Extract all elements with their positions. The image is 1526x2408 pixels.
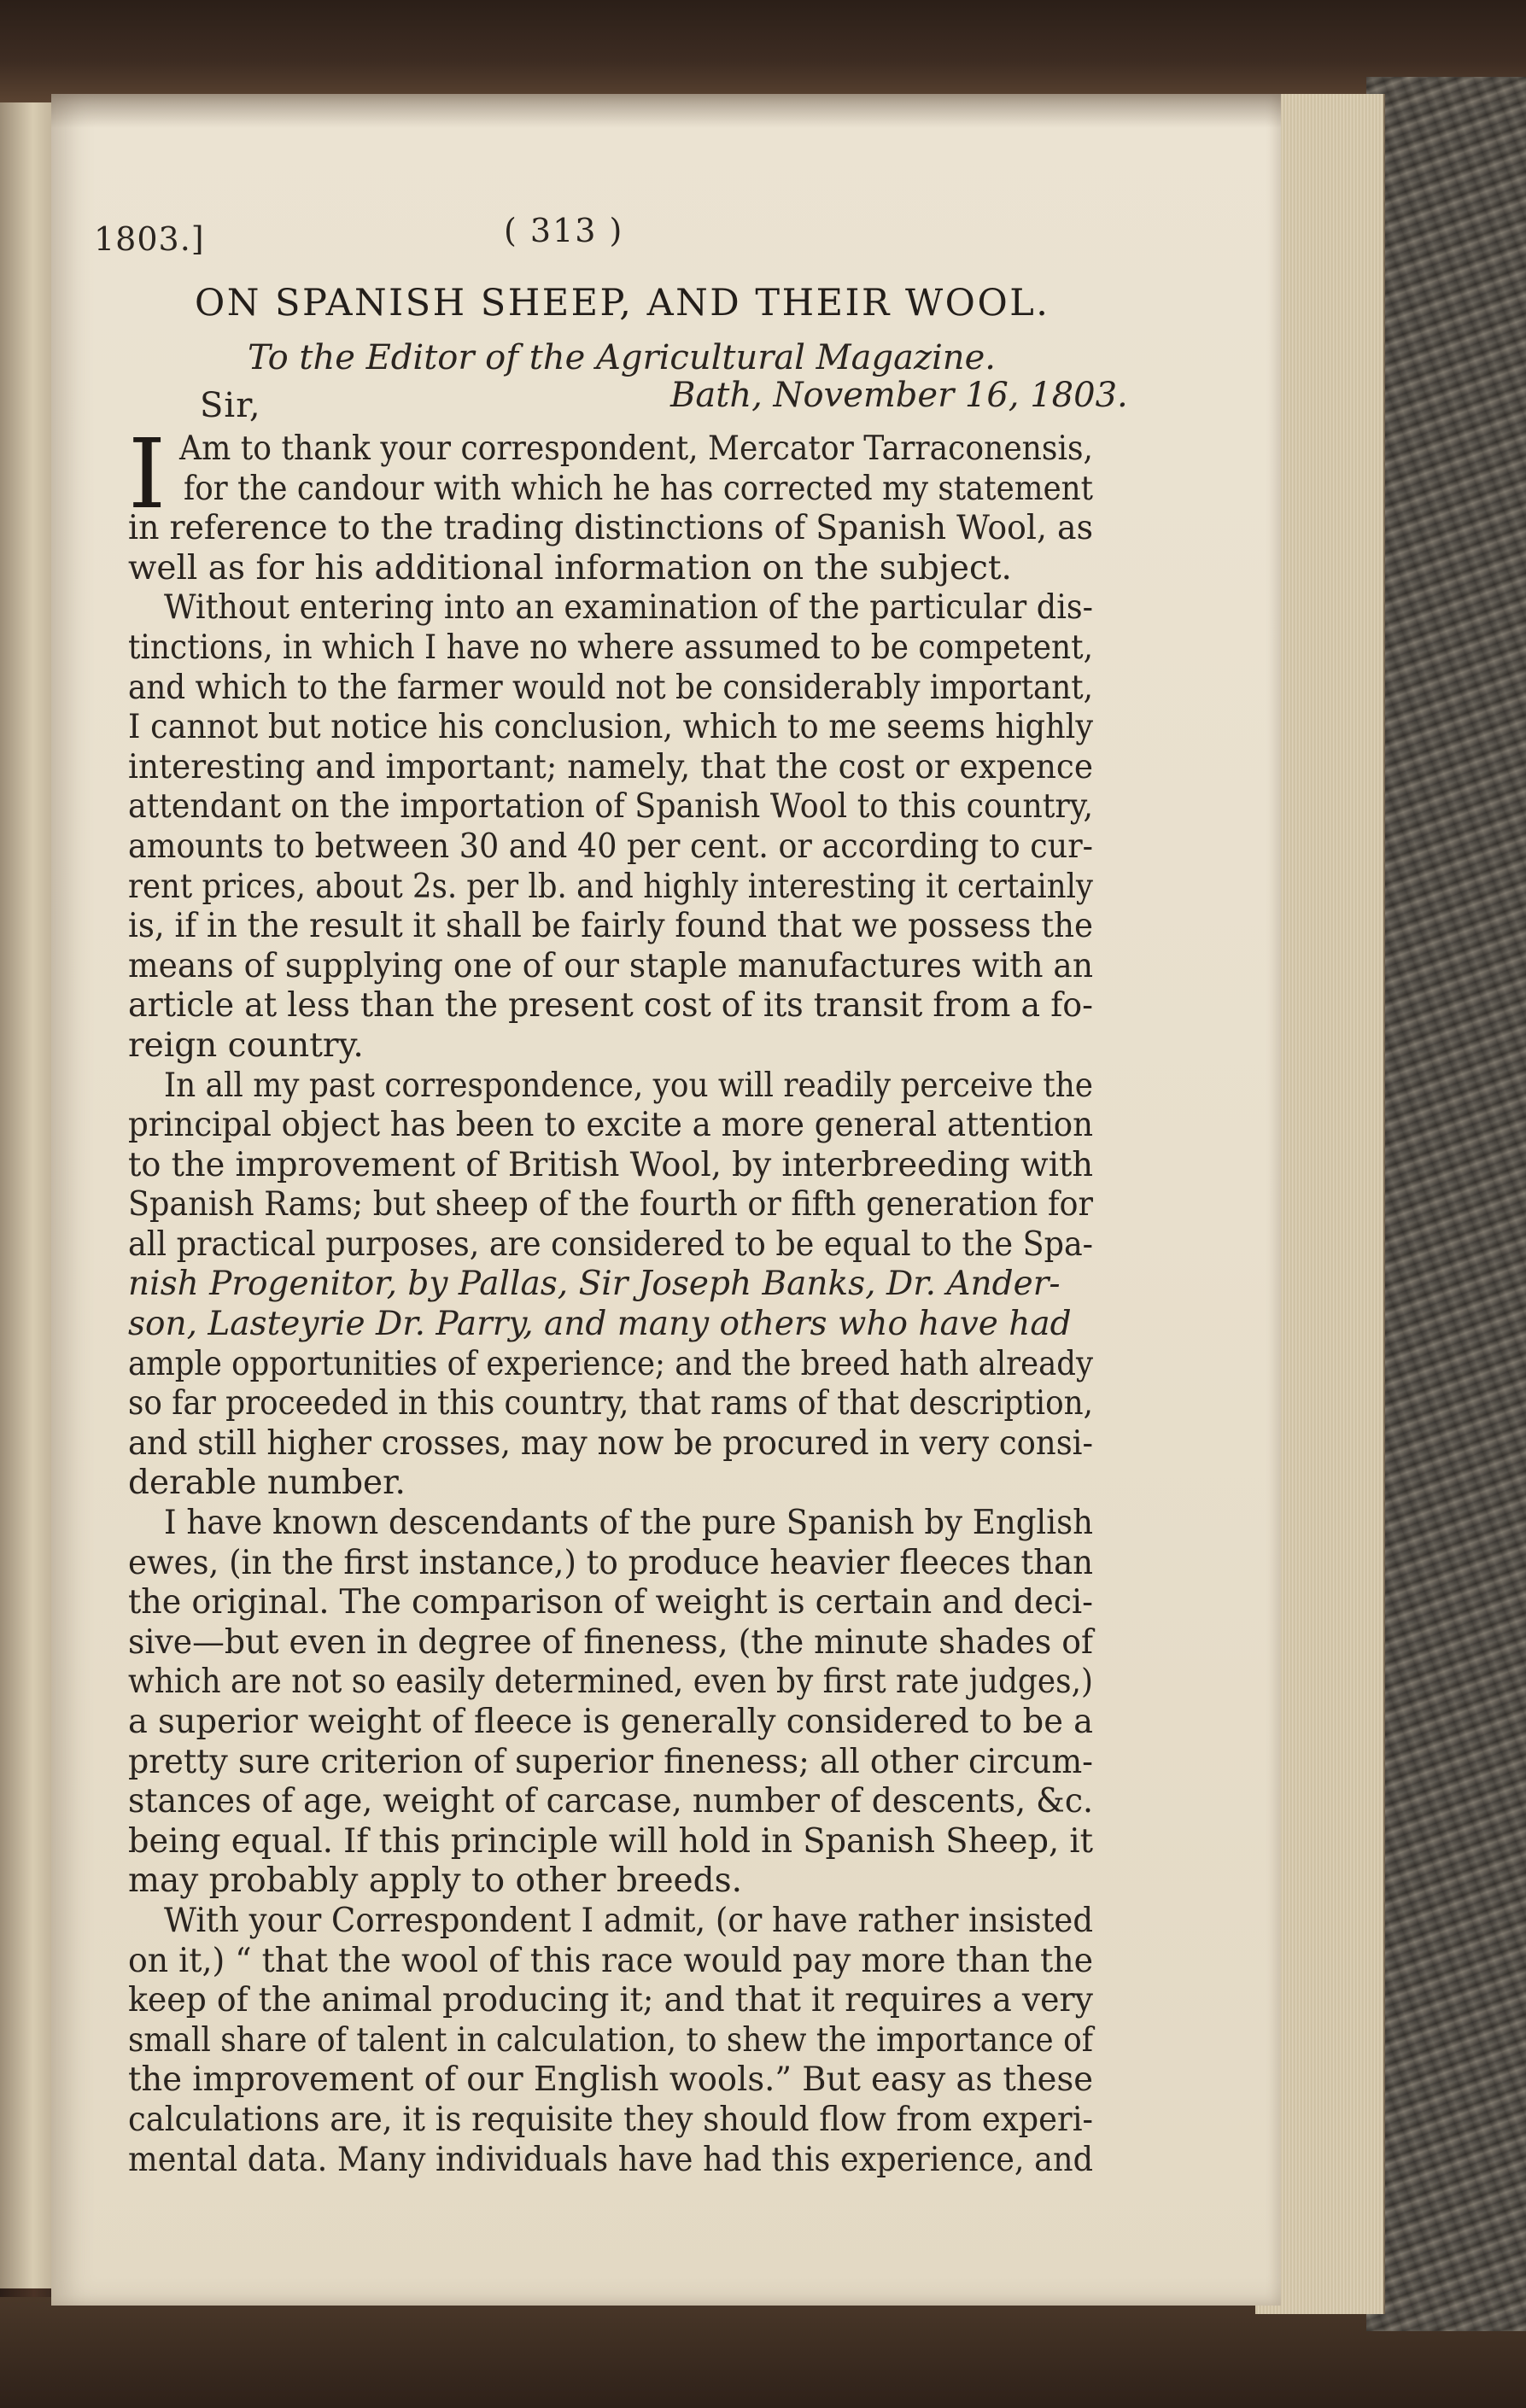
body-line: Without entering into an examination of the particular dis- [164, 588, 1093, 628]
body-line: the improvement of our English wools.” But easy as these [128, 2060, 1093, 2100]
body-line: amounts to between 30 and 40 per cent. or according to cur- [128, 827, 1093, 866]
body-line: derable number. [128, 1464, 406, 1503]
salutation: Sir, [200, 386, 261, 425]
body-line: Spanish Rams; but sheep of the fourth or fifth generation for [128, 1185, 1093, 1224]
body-line: on it,) “ that the wool of this race would pay more than the [128, 1941, 1093, 1980]
body-line: mental data. Many individuals have had this experience, and [128, 2140, 1093, 2179]
body-line: small share of talent in calculation, to shew the importance of [128, 2020, 1093, 2060]
article-body [128, 430, 1093, 2180]
page-top-shadow [51, 94, 1281, 128]
body-line: to the improvement of British Wool, by interbreeding with [128, 1145, 1093, 1184]
dateline: Bath, November 16, 1803. [670, 376, 1128, 415]
body-line: and still higher crosses, may now be procured in very consi- [128, 1423, 1093, 1463]
body-line: so far proceeded in this country, that rams of that description, [128, 1384, 1093, 1423]
body-line: means of supplying one of our staple manufactures with an [128, 946, 1093, 985]
body-line: a superior weight of fleece is generally considered to be a [128, 1703, 1093, 1741]
body-line: In all my past correspondence, you will readily perceive the [164, 1066, 1093, 1105]
body-line: pretty sure criterion of superior fineness; all other circum- [128, 1742, 1093, 1781]
article-title: ON SPANISH SHEEP, AND THEIR WOOL. [195, 282, 1050, 324]
marbled-fore-edge [1366, 77, 1526, 2331]
body-line: stances of age, weight of carcase, number of descents, &c. [128, 1782, 1093, 1821]
body-line: which are not so easily determined, even by first rate judges,) [128, 1663, 1093, 1702]
body-line: principal object has been to excite a more general attention [128, 1106, 1093, 1145]
body-line: reign country. [128, 1026, 364, 1065]
body-line: article at less than the present cost of its transit from a fo- [128, 986, 1093, 1026]
body-line: son, Lasteyrie Dr. Parry, and many others who have had [128, 1305, 1072, 1344]
drop-cap: I [128, 419, 167, 530]
body-line: interesting and important; namely, that the cost or expence [128, 747, 1093, 786]
body-line: calculations are, it is requisite they should flow from experi- [128, 2100, 1093, 2139]
body-line: I have known descendants of the pure Spanish by English [164, 1504, 1093, 1543]
running-head-year: 1803.] [94, 220, 205, 258]
body-line: may probably apply to other breeds. [128, 1862, 743, 1901]
body-line: in reference to the trading distinctions of Spanish Wool, as [128, 509, 1093, 548]
body-line: I cannot but notice his conclusion, which to me seems highly [128, 708, 1093, 747]
body-line: and which to the farmer would not be considerably important, [128, 668, 1093, 707]
body-line: attendant on the importation of Spanish Wool to this country, [128, 787, 1093, 827]
body-line: keep of the animal producing it; and that it requires a very [128, 1981, 1093, 2020]
binding-top [0, 0, 1526, 102]
body-line: all practical purposes, are considered to be equal to the Spa- [128, 1224, 1093, 1264]
body-line: well as for his additional information on the subject. [128, 548, 1012, 587]
body-line: Am to thank your correspondent, Mercator Tarraconensis, [179, 430, 1093, 468]
body-line: tinctions, in which I have no where assumed to be competent, [128, 628, 1093, 667]
body-line: sive—but even in degree of fineness, (the minute shades of [128, 1622, 1093, 1662]
body-line: the original. The comparison of weight is certain and deci- [128, 1583, 1093, 1622]
body-line: being equal. If this principle will hold in Spanish Sheep, it [128, 1821, 1093, 1861]
body-line: nish Progenitor, by Pallas, Sir Joseph Banks, Dr. Ander- [128, 1265, 1061, 1304]
body-line: ample opportunities of experience; and the breed hath already [128, 1344, 1093, 1383]
body-line: With your Correspondent I admit, (or have rather insisted [164, 1901, 1093, 1940]
editor-address: To the Editor of the Agricultural Magazine. [248, 338, 996, 377]
body-line: rent prices, about 2s. per lb. and highly interesting it certainly [128, 867, 1093, 906]
page-number: ( 313 ) [504, 212, 624, 249]
body-line: is, if in the result it shall be fairly found that we possess the [128, 907, 1093, 946]
body-line: ewes, (in the first instance,) to produce heavier fleeces than [128, 1543, 1093, 1582]
body-line: for the candour with which he has corrected my statement [184, 469, 1093, 508]
